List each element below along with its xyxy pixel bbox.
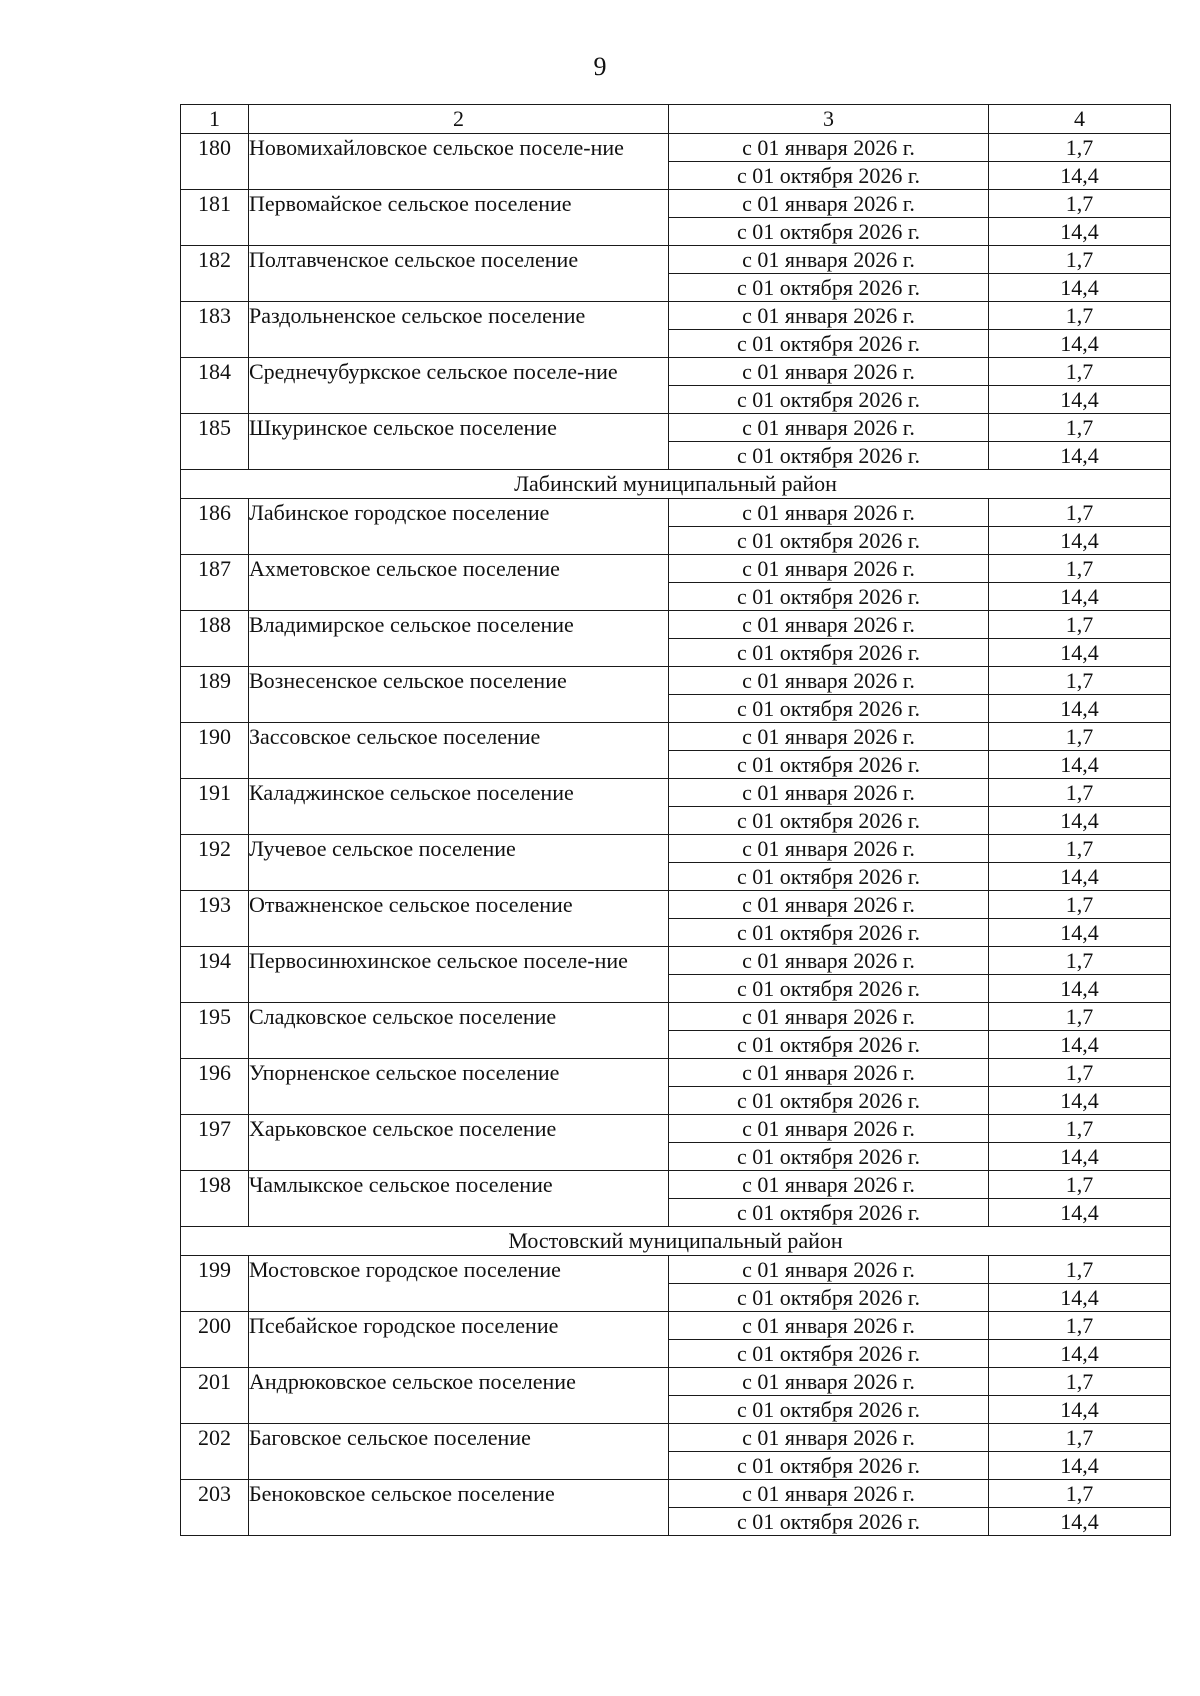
row-number: 192 (181, 835, 249, 891)
section-title: Лабинский муниципальный район (181, 470, 1171, 499)
settlement-name: Упорненское сельское поселение (249, 1059, 669, 1115)
settlement-name: Каладжинское сельское поселение (249, 779, 669, 835)
date-january: с 01 января 2026 г. (669, 667, 989, 695)
date-january: с 01 января 2026 г. (669, 1256, 989, 1284)
row-number: 188 (181, 611, 249, 667)
date-january: с 01 января 2026 г. (669, 891, 989, 919)
date-january: с 01 января 2026 г. (669, 1424, 989, 1452)
value-january: 1,7 (989, 1424, 1171, 1452)
table-row (181, 723, 1171, 751)
date-october: с 01 октября 2026 г. (669, 751, 989, 779)
date-october: с 01 октября 2026 г. (669, 1340, 989, 1368)
table-row (181, 1368, 1171, 1396)
date-october: с 01 октября 2026 г. (669, 1199, 989, 1227)
date-january: с 01 января 2026 г. (669, 947, 989, 975)
value-october: 14,4 (989, 695, 1171, 723)
settlement-name: Лабинское городское поселение (249, 499, 669, 555)
value-january: 1,7 (989, 1171, 1171, 1199)
date-january: с 01 января 2026 г. (669, 723, 989, 751)
value-january: 1,7 (989, 667, 1171, 695)
value-january: 1,7 (989, 358, 1171, 386)
settlement-name: Харьковское сельское поселение (249, 1115, 669, 1171)
date-january: с 01 января 2026 г. (669, 1059, 989, 1087)
date-october: с 01 октября 2026 г. (669, 386, 989, 414)
settlement-name: Первосинюхинское сельское поселе-ние (249, 947, 669, 1003)
table-row (181, 358, 1171, 386)
date-october: с 01 октября 2026 г. (669, 1396, 989, 1424)
date-october: с 01 октября 2026 г. (669, 442, 989, 470)
value-january: 1,7 (989, 246, 1171, 274)
date-october: с 01 октября 2026 г. (669, 1284, 989, 1312)
value-january: 1,7 (989, 835, 1171, 863)
date-january: с 01 января 2026 г. (669, 1312, 989, 1340)
value-january: 1,7 (989, 1003, 1171, 1031)
tariff-table (180, 104, 1171, 1536)
header-col-4: 4 (989, 105, 1171, 134)
value-october: 14,4 (989, 1199, 1171, 1227)
date-january: с 01 января 2026 г. (669, 1003, 989, 1031)
settlement-name: Андрюковское сельское поселение (249, 1368, 669, 1424)
value-january: 1,7 (989, 779, 1171, 807)
row-number: 193 (181, 891, 249, 947)
date-january: с 01 января 2026 г. (669, 499, 989, 527)
table-row (181, 499, 1171, 527)
value-october: 14,4 (989, 442, 1171, 470)
date-january: с 01 января 2026 г. (669, 302, 989, 330)
date-october: с 01 октября 2026 г. (669, 218, 989, 246)
value-october: 14,4 (989, 1087, 1171, 1115)
table-row (181, 947, 1171, 975)
value-october: 14,4 (989, 1284, 1171, 1312)
date-october: с 01 октября 2026 г. (669, 807, 989, 835)
row-number: 199 (181, 1256, 249, 1312)
value-october: 14,4 (989, 1508, 1171, 1536)
value-october: 14,4 (989, 1340, 1171, 1368)
row-number: 186 (181, 499, 249, 555)
date-october: с 01 октября 2026 г. (669, 863, 989, 891)
row-number: 190 (181, 723, 249, 779)
table-row (181, 667, 1171, 695)
value-october: 14,4 (989, 527, 1171, 555)
date-october: с 01 октября 2026 г. (669, 919, 989, 947)
date-october: с 01 октября 2026 г. (669, 639, 989, 667)
table-row (181, 414, 1171, 442)
settlement-name: Вознесенское сельское поселение (249, 667, 669, 723)
table-row (181, 1003, 1171, 1031)
value-october: 14,4 (989, 1031, 1171, 1059)
header-col-2: 2 (249, 105, 669, 134)
date-october: с 01 октября 2026 г. (669, 975, 989, 1003)
date-october: с 01 октября 2026 г. (669, 1508, 989, 1536)
date-january: с 01 января 2026 г. (669, 611, 989, 639)
value-january: 1,7 (989, 1312, 1171, 1340)
value-october: 14,4 (989, 218, 1171, 246)
page-number: 9 (593, 52, 607, 81)
value-october: 14,4 (989, 863, 1171, 891)
settlement-name: Зассовское сельское поселение (249, 723, 669, 779)
value-january: 1,7 (989, 891, 1171, 919)
value-october: 14,4 (989, 162, 1171, 190)
row-number: 195 (181, 1003, 249, 1059)
date-january: с 01 января 2026 г. (669, 1368, 989, 1396)
settlement-name: Чамлыкское сельское поселение (249, 1171, 669, 1227)
row-number: 184 (181, 358, 249, 414)
table-row (181, 1115, 1171, 1143)
table-row (181, 302, 1171, 330)
settlement-name: Ахметовское сельское поселение (249, 555, 669, 611)
value-october: 14,4 (989, 751, 1171, 779)
row-number: 197 (181, 1115, 249, 1171)
settlement-name: Шкуринское сельское поселение (249, 414, 669, 470)
date-january: с 01 января 2026 г. (669, 246, 989, 274)
date-october: с 01 октября 2026 г. (669, 527, 989, 555)
value-january: 1,7 (989, 302, 1171, 330)
table-row (181, 134, 1171, 162)
row-number: 201 (181, 1368, 249, 1424)
date-january: с 01 января 2026 г. (669, 190, 989, 218)
date-january: с 01 января 2026 г. (669, 779, 989, 807)
table-row (181, 1312, 1171, 1340)
settlement-name: Мостовское городское поселение (249, 1256, 669, 1312)
settlement-name: Баговское сельское поселение (249, 1424, 669, 1480)
value-january: 1,7 (989, 134, 1171, 162)
settlement-name: Сладковское сельское поселение (249, 1003, 669, 1059)
row-number: 191 (181, 779, 249, 835)
date-january: с 01 января 2026 г. (669, 1480, 989, 1508)
settlement-name: Владимирское сельское поселение (249, 611, 669, 667)
value-january: 1,7 (989, 1368, 1171, 1396)
value-january: 1,7 (989, 1115, 1171, 1143)
table-row (181, 891, 1171, 919)
value-october: 14,4 (989, 386, 1171, 414)
value-october: 14,4 (989, 1396, 1171, 1424)
settlement-name: Раздольненское сельское поселение (249, 302, 669, 358)
row-number: 203 (181, 1480, 249, 1536)
value-january: 1,7 (989, 414, 1171, 442)
header-row (181, 105, 1171, 134)
value-january: 1,7 (989, 555, 1171, 583)
value-october: 14,4 (989, 1452, 1171, 1480)
table-row (181, 1059, 1171, 1087)
value-january: 1,7 (989, 1480, 1171, 1508)
section-title: Мостовский муниципальный район (181, 1227, 1171, 1256)
row-number: 183 (181, 302, 249, 358)
date-january: с 01 января 2026 г. (669, 555, 989, 583)
settlement-name: Псебайское городское поселение (249, 1312, 669, 1368)
row-number: 202 (181, 1424, 249, 1480)
header-col-3: 3 (669, 105, 989, 134)
value-october: 14,4 (989, 639, 1171, 667)
table-row (181, 835, 1171, 863)
date-january: с 01 января 2026 г. (669, 414, 989, 442)
date-january: с 01 января 2026 г. (669, 835, 989, 863)
table-row (181, 1256, 1171, 1284)
row-number: 185 (181, 414, 249, 470)
row-number: 196 (181, 1059, 249, 1115)
settlement-name: Беноковское сельское поселение (249, 1480, 669, 1536)
table-row (181, 555, 1171, 583)
date-january: с 01 января 2026 г. (669, 1115, 989, 1143)
row-number: 187 (181, 555, 249, 611)
row-number: 182 (181, 246, 249, 302)
date-october: с 01 октября 2026 г. (669, 1143, 989, 1171)
date-october: с 01 октября 2026 г. (669, 330, 989, 358)
table-row (181, 779, 1171, 807)
date-january: с 01 января 2026 г. (669, 358, 989, 386)
date-october: с 01 октября 2026 г. (669, 1087, 989, 1115)
table-row (181, 190, 1171, 218)
value-october: 14,4 (989, 975, 1171, 1003)
table-row (181, 1480, 1171, 1508)
value-january: 1,7 (989, 611, 1171, 639)
header-col-1: 1 (181, 105, 249, 134)
row-number: 181 (181, 190, 249, 246)
row-number: 194 (181, 947, 249, 1003)
date-october: с 01 октября 2026 г. (669, 695, 989, 723)
table-body (181, 105, 1171, 1536)
value-january: 1,7 (989, 723, 1171, 751)
settlement-name: Лучевое сельское поселение (249, 835, 669, 891)
value-october: 14,4 (989, 919, 1171, 947)
value-october: 14,4 (989, 274, 1171, 302)
value-january: 1,7 (989, 499, 1171, 527)
table-row (181, 1171, 1171, 1199)
row-number: 189 (181, 667, 249, 723)
section-row (181, 1227, 1171, 1256)
date-january: с 01 января 2026 г. (669, 1171, 989, 1199)
table-row (181, 611, 1171, 639)
value-october: 14,4 (989, 330, 1171, 358)
table-row (181, 1424, 1171, 1452)
date-october: с 01 октября 2026 г. (669, 1031, 989, 1059)
settlement-name: Среднечубуркское сельское поселе-ние (249, 358, 669, 414)
date-october: с 01 октября 2026 г. (669, 1452, 989, 1480)
value-january: 1,7 (989, 1059, 1171, 1087)
settlement-name: Первомайское сельское поселение (249, 190, 669, 246)
value-october: 14,4 (989, 1143, 1171, 1171)
date-october: с 01 октября 2026 г. (669, 162, 989, 190)
date-october: с 01 октября 2026 г. (669, 274, 989, 302)
value-january: 1,7 (989, 1256, 1171, 1284)
settlement-name: Отважненское сельское поселение (249, 891, 669, 947)
settlement-name: Новомихайловское сельское поселе-ние (249, 134, 669, 190)
date-october: с 01 октября 2026 г. (669, 583, 989, 611)
row-number: 180 (181, 134, 249, 190)
value-january: 1,7 (989, 947, 1171, 975)
date-january: с 01 января 2026 г. (669, 134, 989, 162)
settlement-name: Полтавченское сельское поселение (249, 246, 669, 302)
section-row (181, 470, 1171, 499)
value-october: 14,4 (989, 807, 1171, 835)
row-number: 200 (181, 1312, 249, 1368)
row-number: 198 (181, 1171, 249, 1227)
value-january: 1,7 (989, 190, 1171, 218)
table-row (181, 246, 1171, 274)
value-october: 14,4 (989, 583, 1171, 611)
